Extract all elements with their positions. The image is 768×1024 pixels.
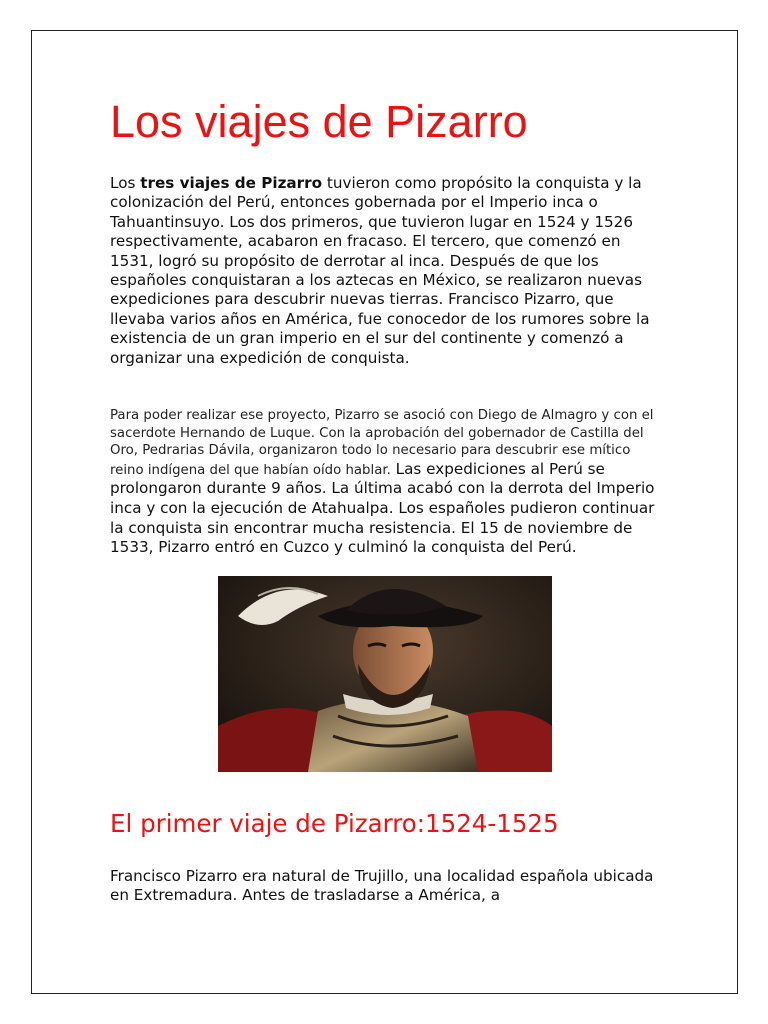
document-page — [31, 30, 738, 994]
intro-bold-phrase: tres viajes de Pizarro — [140, 174, 323, 192]
paragraph-intro — [110, 174, 665, 368]
section-heading: El primer viaje de Pizarro:1524-1525 — [110, 809, 559, 838]
expedition-large-text: Las expediciones al Perú se prolongaron durante 9 años. La última acabó con la derrota del Imperio inca y con la ejecución de Atahualpa. Los españoles pudieron continuar la conquista sin encontrar mucha resistencia. El 15 de noviembre de 1533, Pizarro entró en Cuzco y culminó la conquista del Perú. — [110, 459, 655, 557]
document-title: Los viajes de Pizarro — [110, 96, 528, 147]
pizarro-portrait-image — [218, 576, 552, 772]
intro-lead: Los — [110, 174, 141, 192]
intro-body: tuvieron como propósito la conquista y la colonización del Perú, entonces gobernada por el Imperio inca o Tahuantinsuyo. Los dos primeros, que tuvieron lugar en 1524 y 1526 respectivamente, acabaron en fracaso. El tercero, que comenzó en 1531, logró su propósito de derrotar al inca. Después de que los españoles conquistaran a los aztecas en México, se realizaron nuevas expediciones para descubrir nuevas tierras. Francisco Pizarro, que llevaba varios años en América, fue conocedor de los rumores sobre la existencia de un gran imperio en el sur del continente y comenzó a organizar una expedición de conquista. — [110, 174, 650, 367]
portrait-illustration — [218, 576, 552, 772]
paragraph-first-voyage: Francisco Pizarro era natural de Trujillo, una localidad española ubicada en Extremadura. Antes de trasladarse a América, a — [110, 867, 654, 905]
expedition-small-text: Para poder realizar ese proyecto, Pizarro se asoció con Diego de Almagro y con el sacerdote Hernando de Luque. Con la aprobación del gobernador de Castilla del Oro, Pedrarias Dávila, organizaron todo lo necesario para descubrir ese mítico reino indígena del que habían oído hablar. — [110, 408, 654, 478]
paragraph-expedition — [110, 407, 665, 558]
